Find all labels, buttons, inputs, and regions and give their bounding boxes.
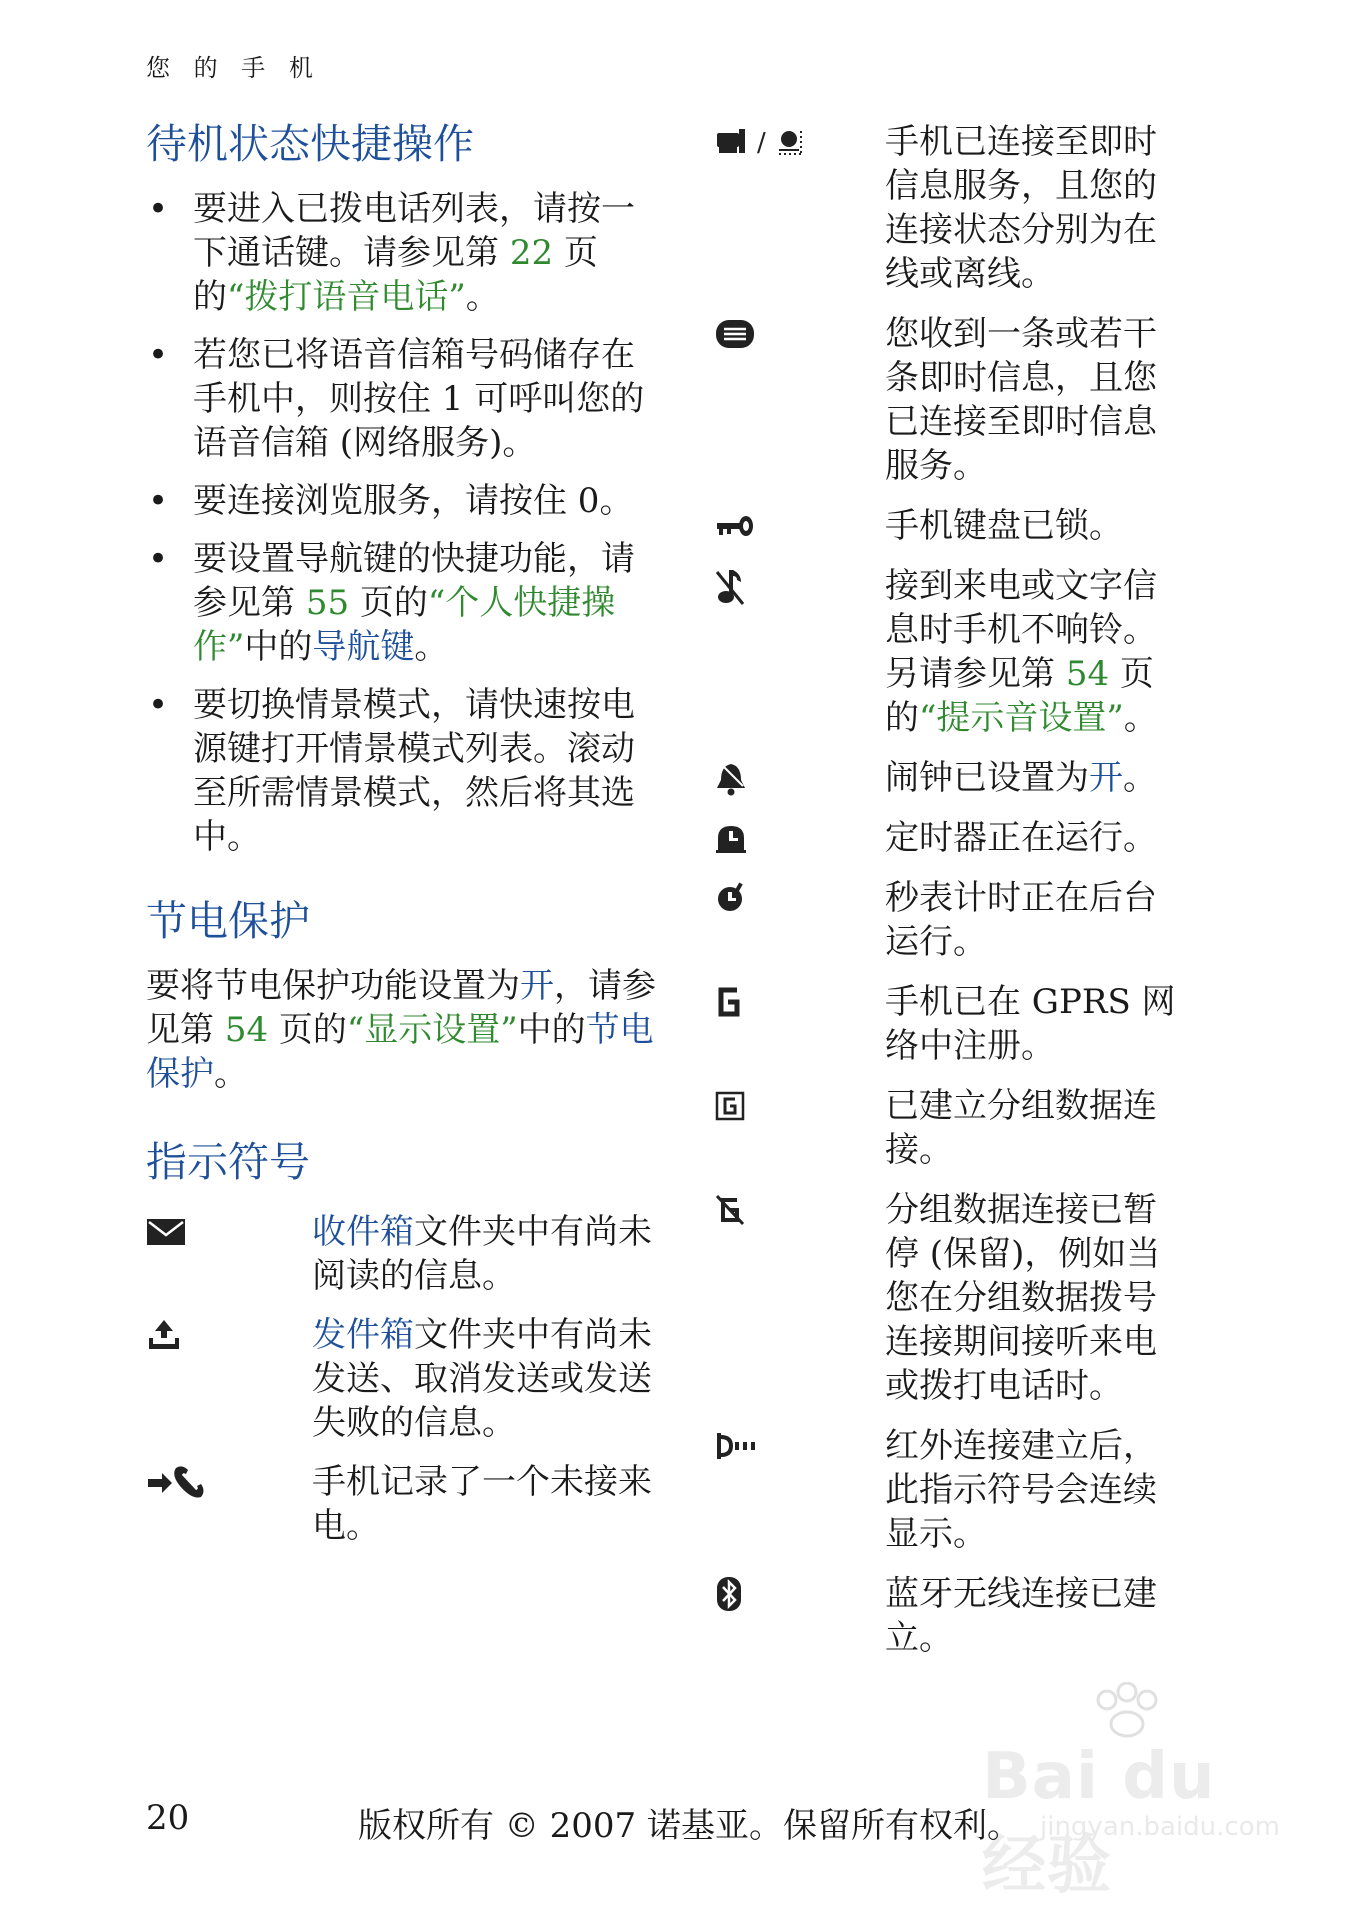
svg-text:/: / xyxy=(757,128,766,158)
list-item: • 要连接浏览服务，请按住 0。 xyxy=(146,479,666,523)
menu-term: 导航键 xyxy=(312,627,415,668)
indicator-row: 红外连接建立后，此指示符号会连续显示。 xyxy=(715,1424,1235,1556)
list-item: • 要切换情景模式，请快速按电源键打开情景模式列表。滚动至所需情景模式，然后将其选中。 xyxy=(146,683,666,859)
timer-icon xyxy=(715,822,747,854)
page-ref[interactable]: 54 xyxy=(1065,654,1110,694)
indicator-row: 分组数据连接已暂停 (保留)，例如当您在分组数据拨号连接期间接听来电或拨打电话时。 xyxy=(715,1188,1235,1408)
envelope-icon xyxy=(146,1217,186,1247)
im-status-icon xyxy=(715,125,811,159)
indicator-row: 手机已在 GPRS 网络中注册。 xyxy=(715,980,1235,1068)
cross-ref-link[interactable]: “提示音设置” xyxy=(919,698,1124,738)
page-ref[interactable]: 55 xyxy=(305,583,350,624)
bluetooth-icon xyxy=(715,1576,743,1612)
paw-logo-icon xyxy=(1082,1682,1172,1742)
cross-ref-link[interactable]: “显示设置” xyxy=(346,1010,518,1051)
copyright-footer: 版权所有 © 2007 诺基亚。保留所有权利。 xyxy=(358,1806,1021,1846)
saver-heading: 节电保护 xyxy=(146,897,310,946)
standby-list xyxy=(146,187,666,859)
running-header: 您 的 手 机 xyxy=(146,54,321,82)
gprs-icon xyxy=(715,984,741,1020)
indicator-row: 已建立分组数据连接。 xyxy=(715,1084,1235,1172)
list-item: • 若您已将语音信箱号码储存在手机中，则按住 1 可呼叫您的语音信箱 (网络服务)。 xyxy=(146,333,666,465)
standby-heading: 待机状态快捷操作 xyxy=(146,120,474,168)
gprs-connected-icon xyxy=(715,1091,745,1121)
key-lock-icon xyxy=(715,513,755,539)
menu-term: 开 xyxy=(1089,758,1123,798)
indicators-heading: 指示符号 xyxy=(146,1138,310,1187)
page-ref[interactable]: 54 xyxy=(224,1010,269,1051)
alarm-icon xyxy=(715,760,747,796)
gprs-suspended-icon xyxy=(715,1194,745,1226)
watermark-logo: Bai du 经验 xyxy=(982,1740,1216,1903)
left-column xyxy=(146,120,666,1563)
infrared-icon xyxy=(715,1431,761,1461)
indicator-row: 手机键盘已锁。 xyxy=(715,504,1235,548)
im-message-icon xyxy=(715,319,755,349)
indicator-row: 闹钟已设置为开。 xyxy=(715,756,1235,800)
right-column xyxy=(715,120,1235,1676)
list-item: • 要设置导航键的快捷功能，请参见第 55 页的“个人快捷操作”中的导航键。 xyxy=(146,537,666,669)
missed-call-icon xyxy=(146,1464,204,1500)
indicator-row: / 手机已连接至即时信息服务，且您的连接状态分别为在线或离线。 xyxy=(715,120,1235,296)
menu-term: 开 xyxy=(520,966,554,1007)
page-number: 20 xyxy=(146,1798,190,1838)
list-item: • 要进入已拨电话列表，请按一下通话键。请参见第 22 页的“拨打语音电话”。 xyxy=(146,187,666,319)
watermark-url: jingyan.baidu.com xyxy=(1040,1812,1280,1842)
page-ref[interactable]: 22 xyxy=(509,233,554,274)
stopwatch-icon xyxy=(715,882,747,914)
outbox-icon xyxy=(146,1318,182,1352)
indicator-row: 手机记录了一个未接来电。 xyxy=(146,1460,666,1548)
baidu-watermark xyxy=(982,1682,1282,1903)
silent-icon xyxy=(715,566,745,606)
saver-paragraph: 要将节电保护功能设置为开，请参见第 54 页的“显示设置”中的节电保护。 xyxy=(146,966,656,1095)
indicator-row: 定时器正在运行。 xyxy=(715,816,1235,860)
cross-ref-link[interactable]: “个人快捷操作” xyxy=(193,583,616,668)
indicator-row: 蓝牙无线连接已建立。 xyxy=(715,1572,1235,1660)
menu-term: 节电保护 xyxy=(146,1010,654,1095)
indicator-row: 您收到一条或若干条即时信息，且您已连接至即时信息服务。 xyxy=(715,312,1235,488)
cross-ref-link[interactable]: “拨打语音电话” xyxy=(227,277,466,318)
menu-term: 收件箱 xyxy=(312,1211,414,1252)
menu-term: 发件箱 xyxy=(312,1314,414,1355)
indicator-row: 收件箱文件夹中有尚未阅读的信息。 xyxy=(146,1210,666,1298)
indicator-row: 发件箱文件夹中有尚未发送、取消发送或发送失败的信息。 xyxy=(146,1313,666,1445)
indicator-row: 接到来电或文字信息时手机不响铃。另请参见第 54 页的“提示音设置”。 xyxy=(715,564,1235,740)
indicator-row: 秒表计时正在后台运行。 xyxy=(715,876,1235,964)
